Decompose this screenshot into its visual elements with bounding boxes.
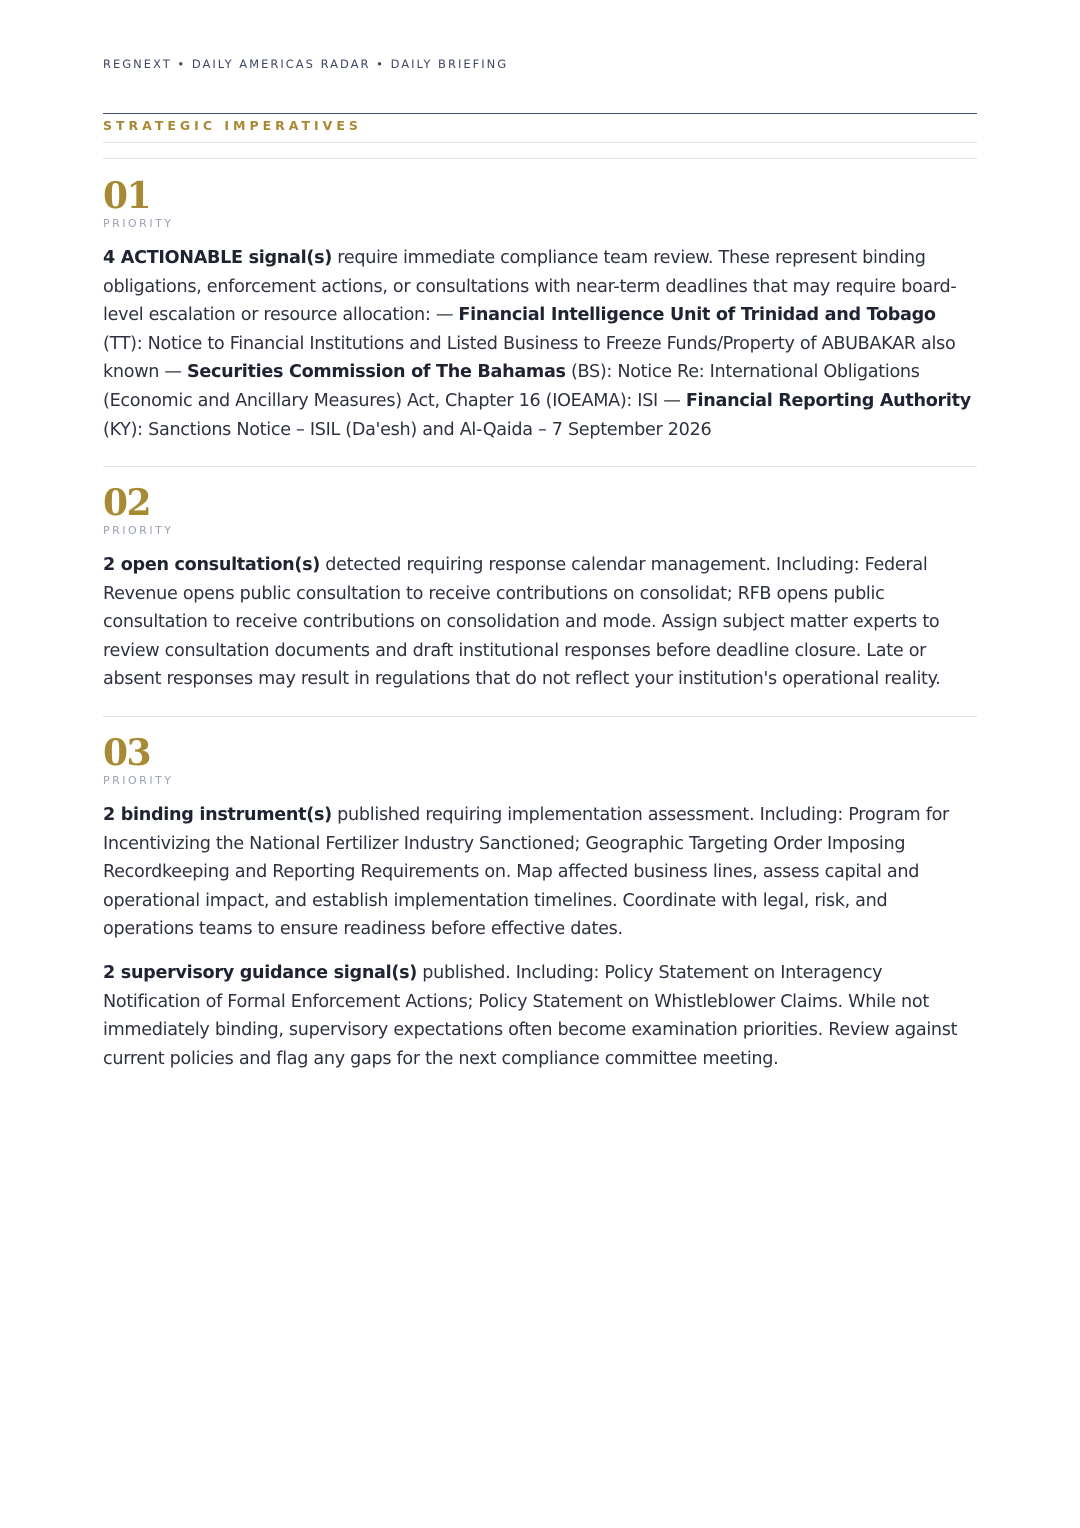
- running-header: REGNEXT • DAILY AMERICAS RADAR • DAILY BRIEFING: [103, 57, 509, 71]
- emphasis-text: Securities Commission of The Bahamas: [187, 362, 566, 383]
- section-underline: [103, 142, 977, 143]
- priority-body: [103, 244, 977, 444]
- priority-label: PRIORITY: [103, 774, 174, 787]
- priority-block-02: [103, 483, 977, 709]
- priority-paragraph: [103, 244, 977, 444]
- body-text: (TT): Notice to Financial Institutions and Listed Business to Freeze Funds/Property of ABUBAKAR also known —: [103, 333, 956, 383]
- body-text: detected requiring response calendar management. Including: Federal Revenue opens public consultation to receive contributions on consolidat; RFB opens public consultation to receive contributions on consolidation and mode. Assign subject matter experts to review consultation documents and draft institutional responses before deadline closure. Late or absent responses may result in regulations that do not reflect your institution's operational reality.: [103, 555, 941, 690]
- priority-body: [103, 801, 977, 1073]
- priority-number: 03: [103, 732, 151, 774]
- section-title: STRATEGIC IMPERATIVES: [103, 118, 362, 133]
- priority-block-01: [103, 176, 977, 459]
- priority-paragraph: [103, 551, 977, 694]
- body-text: require immediate compliance team review. These represent binding obligations, enforcement actions, or consultations with near-term deadlines that may require board-level escalation or resource allocation: —: [103, 248, 957, 326]
- section-divider: [103, 113, 977, 114]
- emphasis-text: 2 open consultation(s): [103, 555, 320, 575]
- priority-number: 01: [103, 175, 151, 217]
- priority-paragraph: [103, 801, 977, 944]
- priority-paragraph: [103, 959, 977, 1073]
- emphasis-text: 2 supervisory guidance signal(s): [103, 962, 418, 983]
- priority-number: 02: [103, 482, 151, 524]
- priority-block-03: [103, 733, 977, 1088]
- priority-divider: [103, 466, 977, 467]
- emphasis-text: Financial Reporting Authority: [685, 390, 971, 411]
- priority-label: PRIORITY: [103, 524, 174, 537]
- priority-divider: [103, 716, 977, 717]
- priority-body: [103, 551, 977, 694]
- emphasis-text: Financial Intelligence Unit of Trinidad and Tobago: [458, 305, 936, 326]
- body-text: published. Including: Policy Statement on Interagency Notification of Formal Enforcement Actions; Policy Statement on Whistleblower Claims. While not immediately binding, supervisory expectations often become examination priorities. Review against current policies and flag any gaps for the next compliance committee meeting.: [103, 962, 958, 1069]
- priority-label: PRIORITY: [103, 217, 174, 230]
- body-text: (KY): Sanctions Notice – ISIL (Da'esh) and Al-Qaida – 7 September 2026: [103, 419, 712, 440]
- body-text: published requiring implementation assessment. Including: Program for Incentivizing the National Fertilizer Industry Sanctioned; Geographic Targeting Order Imposing Recordkeeping and Reporting Requirements on. Map affected business lines, assess capital and operational impact, and establish implementation timelines. Coordinate with legal, risk, and operations teams to ensure readiness before effective dates.: [103, 805, 949, 940]
- emphasis-text: 2 binding instrument(s): [103, 805, 332, 825]
- emphasis-text: 4 ACTIONABLE signal(s): [103, 248, 332, 268]
- priority-divider: [103, 158, 977, 159]
- body-text: (BS): Notice Re: International Obligations (Economic and Ancillary Measures) Act, Chapter 16 (IOEAMA): ISI —: [103, 362, 920, 411]
